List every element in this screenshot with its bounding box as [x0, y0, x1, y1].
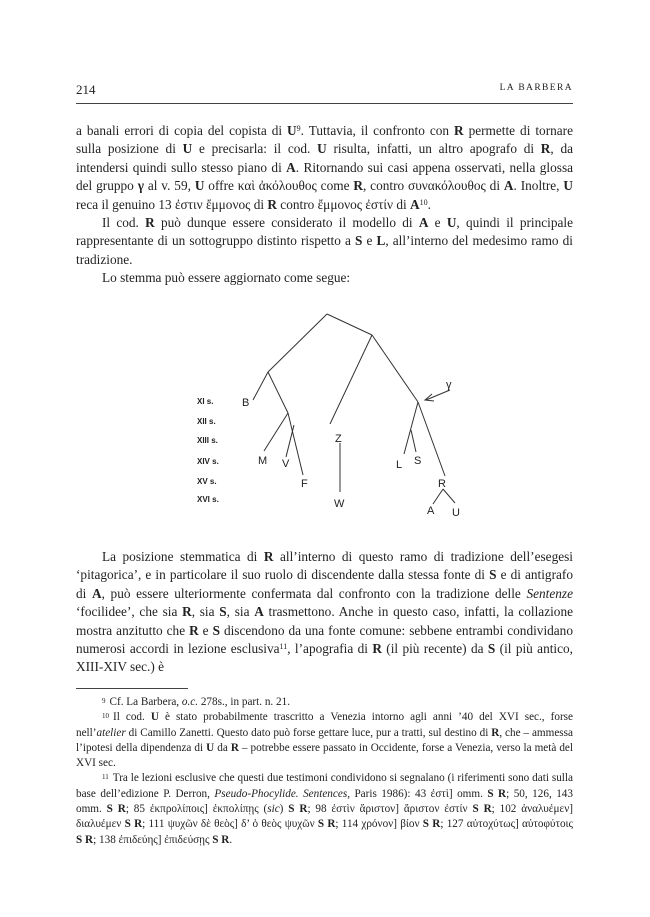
footnote-10: $^{10}$ Il cod. U è stato probabilmente trascritto a Venezia intorno agli anni ’40 del XVI sec., forse nell’atelier di Camillo Zanetti. Questo dato può forse gettare luce, pur a tratti, sul destino di R, che – ammessa l’ipotesi della dipendenza di U da R – potrebbe essere passato in Occidente, forse a Venezia, verso la metà del XVI sec. [76, 711, 573, 770]
edge-r-a [433, 489, 443, 504]
edge-to-z [330, 335, 372, 424]
running-title: LA BARBERA [499, 83, 573, 93]
node-u: U [452, 507, 460, 519]
edge-archetype-right [327, 314, 372, 335]
edge-to-b [253, 372, 268, 400]
century-label-xiv: XIV s. [197, 457, 219, 466]
footnotes [76, 695, 573, 848]
page-number: 214 [76, 82, 96, 97]
edge-to-f [288, 413, 303, 475]
node-gamma: γ [446, 379, 452, 391]
running-header [76, 82, 573, 102]
footnote-ref-9[interactable]: 9 [296, 124, 301, 133]
node-m: M [258, 455, 268, 467]
century-label-xiii: XIII s. [197, 436, 218, 445]
edge-to-m [264, 413, 288, 451]
node-w: W [334, 498, 345, 510]
century-label-xvi: XVI s. [197, 495, 219, 504]
edge-to-r [418, 402, 445, 476]
body-text-upper [76, 122, 573, 288]
edge-to-gamma [372, 335, 418, 402]
stemma-diagram [180, 302, 480, 530]
node-b: B [242, 397, 250, 409]
node-f: F [301, 478, 308, 490]
node-v: V [282, 458, 290, 470]
footnote-ref-10[interactable]: 10 [419, 197, 428, 207]
node-z: Z [335, 433, 342, 445]
footnote-9: $^9$ Cf. La Barbera, o.c. 278s., in part. n. 21. [102, 696, 291, 708]
paragraph-1: a banali errori di copia del copista di $U^9$. Tuttavia, il confronto con R permette di tornare sulla posizione di U e precisarla: il cod. U risulta, infatti, un altro apografo di R, da intendersi quindi sullo stesso piano di A. Ritornando sui casi appena osservati, nella glossa del gruppo γ al v. 59, U offre καὶ ἀκόλουθος come R, contro συνακόλουθος di A. Inoltre, U reca il genuino 13 ἐστιν ἔμμονος di R contro ἔμμονος ἐστίν di $A^{10}$. [76, 123, 574, 212]
edge-b-group-right [268, 372, 288, 413]
paragraph-3: Lo stemma può essere aggiornato come segue: [102, 270, 351, 286]
edge-archetype-left [268, 314, 327, 372]
century-label-xi: XI s. [197, 397, 214, 406]
gamma-arrow [426, 390, 450, 400]
footnote-separator [76, 688, 188, 689]
footnote-ref-11[interactable]: 11 [279, 642, 288, 652]
node-r: R [438, 478, 446, 490]
header-rule [76, 103, 573, 104]
body-text-lower [76, 548, 573, 677]
edge-to-s [411, 430, 416, 452]
century-label-xii: XII s. [197, 417, 216, 426]
footnote-11: $^{11}$ Tra le lezioni esclusive che questi due testimoni condividono si segnalano (i riferimenti sono dati sulla base dell’edizione P. Derron, Pseudo-Phocylide. Sentences, Paris 1986): 43 ἐστὶ] omm. S R; 50, 126, 143 omm. S R; 85 ἐκπρολίποις] ἐκπολίπῃς (sic) S R; 98 ἐστὶν ἄριστον] ἄριστον ἐστίν S R; 102 ἀναλυέμεν] διαλυέμεν S R; 111 ψυχῶν δὲ θεὸς] δ’ ὁ θεὸς ψυχῶν S R; 114 χρόνον] βίον S R; 127 αὐτοχύτως] αὐτοφύτοις S R; 138 ἐπιδεύης] ἐπιδεύσῃς S R. [76, 772, 573, 846]
edge-to-v [286, 425, 294, 457]
edge-r-u [443, 489, 455, 503]
century-label-xv: XV s. [197, 477, 217, 486]
paragraph-2: Il cod. R può dunque essere considerato il modello di A e U, quindi il principale rappresentante di un sottogruppo distinto rispetto a S e L, all’interno del medesimo ramo di tradizione. [76, 215, 573, 267]
edge-to-l [404, 402, 418, 454]
node-l: L [396, 459, 403, 471]
node-s: S [414, 455, 422, 467]
node-a: A [427, 505, 435, 517]
paragraph-4: La posizione stemmatica di R all’interno di questo ramo di tradizione dell’esegesi ‘pitagorica’, e in particolare il suo ruolo di discendente dalla stessa fonte di S e di antigrafo di A, può essere ulteriormente confermata dal confronto con la tradizione delle Sentenze ‘focilidee’, che sia R, sia S, sia A trasmettono. Anche in questo caso, infatti, la collazione mostra anzitutto che R e S discendono da una fonte comune: sebbene entrambi condividano numerosi accordi in lezione esclusiva$^{11}$, l’apografia di R (il più recente) da S (il più antico, XIII-XIV sec.) è [76, 549, 573, 675]
